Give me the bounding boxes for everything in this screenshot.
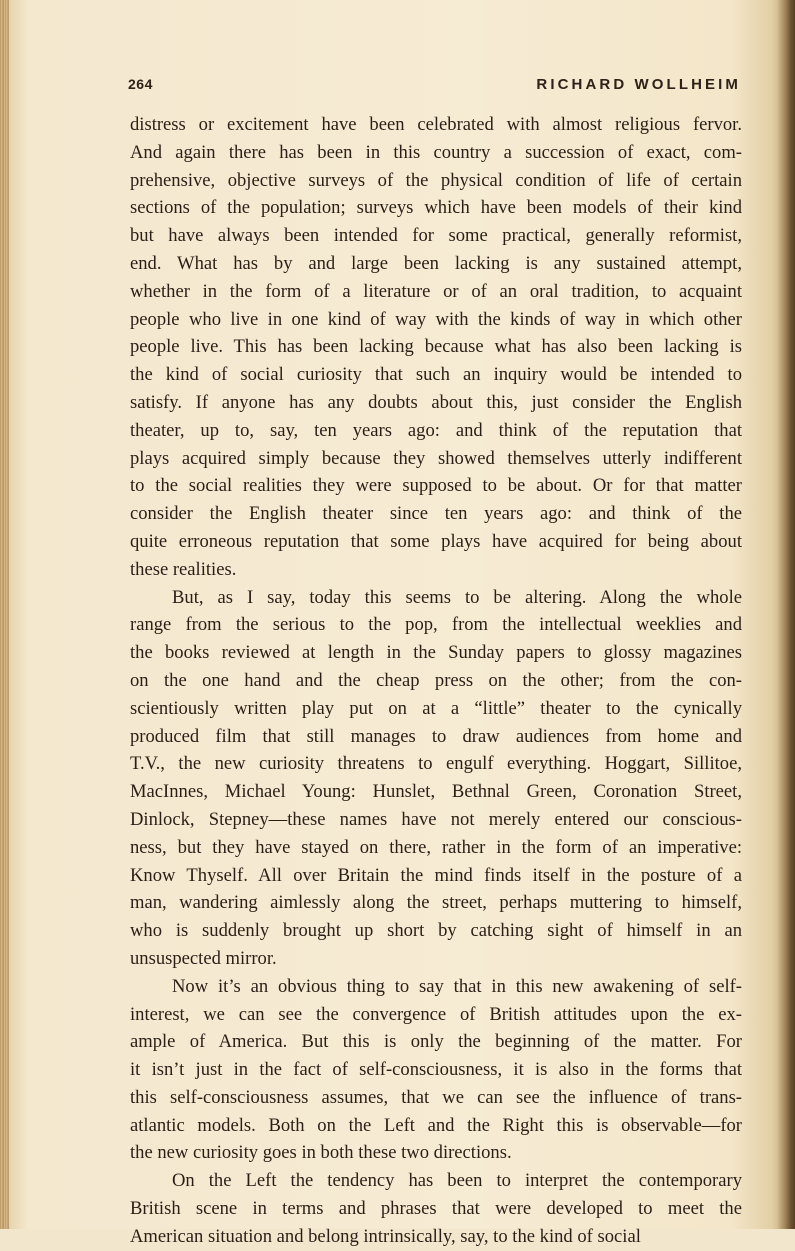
- text-line: unsuspected mirror.: [130, 947, 277, 969]
- text-line: Know Thyself. All over Britain the mind finds itself in the posture of a: [130, 864, 742, 886]
- text-line: scientiously written play put on at a “little” theater to the cynically: [130, 697, 742, 719]
- text-line: Now it’s an obvious thing to say that in this new awakening of self-: [172, 975, 742, 997]
- paragraph: [130, 111, 742, 584]
- text-line: British scene in terms and phrases that were developed to meet the: [130, 1198, 742, 1220]
- text-line: these realities.: [130, 558, 237, 580]
- page-number: 264: [128, 76, 153, 92]
- text-line: plays acquired simply because they showed themselves utterly indifferent: [130, 447, 742, 469]
- text-line: the kind of social curiosity that such an inquiry would be intended to: [130, 364, 742, 386]
- text-line: it isn’t just in the fact of self-consciousness, it is also in the forms that: [130, 1059, 742, 1081]
- text-line: whether in the form of a literature or of an oral tradition, to acquaint: [130, 280, 742, 302]
- text-line: but have always been intended for some practical, generally reformist,: [130, 225, 742, 247]
- text-line: produced film that still manages to draw audiences from home and: [130, 725, 742, 747]
- text-line: the books reviewed at length in the Sunday papers to glossy magazines: [130, 642, 742, 664]
- text-line: theater, up to, say, ten years ago: and think of the reputation that: [130, 419, 742, 441]
- text-line: MacInnes, Michael Young: Hunslet, Bethnal Green, Coronation Street,: [130, 781, 742, 803]
- text-line: American situation and belong intrinsically, say, to the kind of social: [130, 1225, 641, 1247]
- text-line: consider the English theater since ten years ago: and think of the: [130, 503, 742, 525]
- text-line: sections of the population; surveys which have been models of their kind: [130, 197, 742, 219]
- text-line: ness, but they have stayed on there, rather in the form of an imperative:: [130, 836, 742, 858]
- text-line: distress or excitement have been celebrated with almost religious fervor.: [130, 114, 742, 135]
- text-line: this self-consciousness assumes, that we can see the influence of trans-: [130, 1086, 742, 1108]
- text-line: But, as I say, today this seems to be altering. Along the whole: [172, 586, 742, 608]
- text-line: people who live in one kind of way with the kinds of way in which other: [130, 308, 742, 330]
- text-line: man, wandering aimlessly along the street, perhaps muttering to himself,: [130, 892, 742, 914]
- text-line: T.V., the new curiosity threatens to engulf everything. Hoggart, Sillitoe,: [130, 753, 742, 775]
- text-line: ample of America. But this is only the beginning of the matter. For: [130, 1031, 742, 1053]
- running-head-author: RICHARD WOLLHEIM: [536, 76, 741, 93]
- text-line: And again there has been in this country a succession of exact, com-: [130, 141, 742, 163]
- text-line: On the Left the tendency has been to interpret the contemporary: [172, 1170, 742, 1192]
- page-binding-edge: [0, 0, 9, 1229]
- page-fore-edge-shadow: [777, 0, 795, 1229]
- text-line: interest, we can see the convergence of British attitudes upon the ex-: [130, 1003, 742, 1025]
- paragraph: [130, 1167, 742, 1250]
- text-line: atlantic models. Both on the Left and the Right this is observable—for: [130, 1114, 742, 1136]
- running-head: [128, 76, 741, 98]
- text-line: end. What has by and large been lacking is any sustained attempt,: [130, 252, 742, 274]
- text-line: Dinlock, Stepney—these names have not merely entered our conscious-: [130, 808, 742, 830]
- text-line: the new curiosity goes in both these two directions.: [130, 1142, 512, 1164]
- text-line: satisfy. If anyone has any doubts about this, just consider the English: [130, 391, 742, 413]
- text-line: range from the serious to the pop, from the intellectual weeklies and: [130, 614, 742, 636]
- body-text: [130, 111, 742, 1251]
- text-line: people live. This has been lacking because what has also been lacking is: [130, 336, 742, 358]
- text-line: who is suddenly brought up short by catching sight of himself in an: [130, 920, 742, 942]
- text-line: quite erroneous reputation that some plays have acquired for being about: [130, 530, 742, 552]
- paragraph: [130, 584, 742, 973]
- text-line: to the social realities they were supposed to be about. Or for that matter: [130, 475, 742, 497]
- text-line: on the one hand and the cheap press on the other; from the con-: [130, 669, 742, 691]
- text-line: prehensive, objective surveys of the physical condition of life of certain: [130, 169, 742, 191]
- paragraph: [130, 973, 742, 1168]
